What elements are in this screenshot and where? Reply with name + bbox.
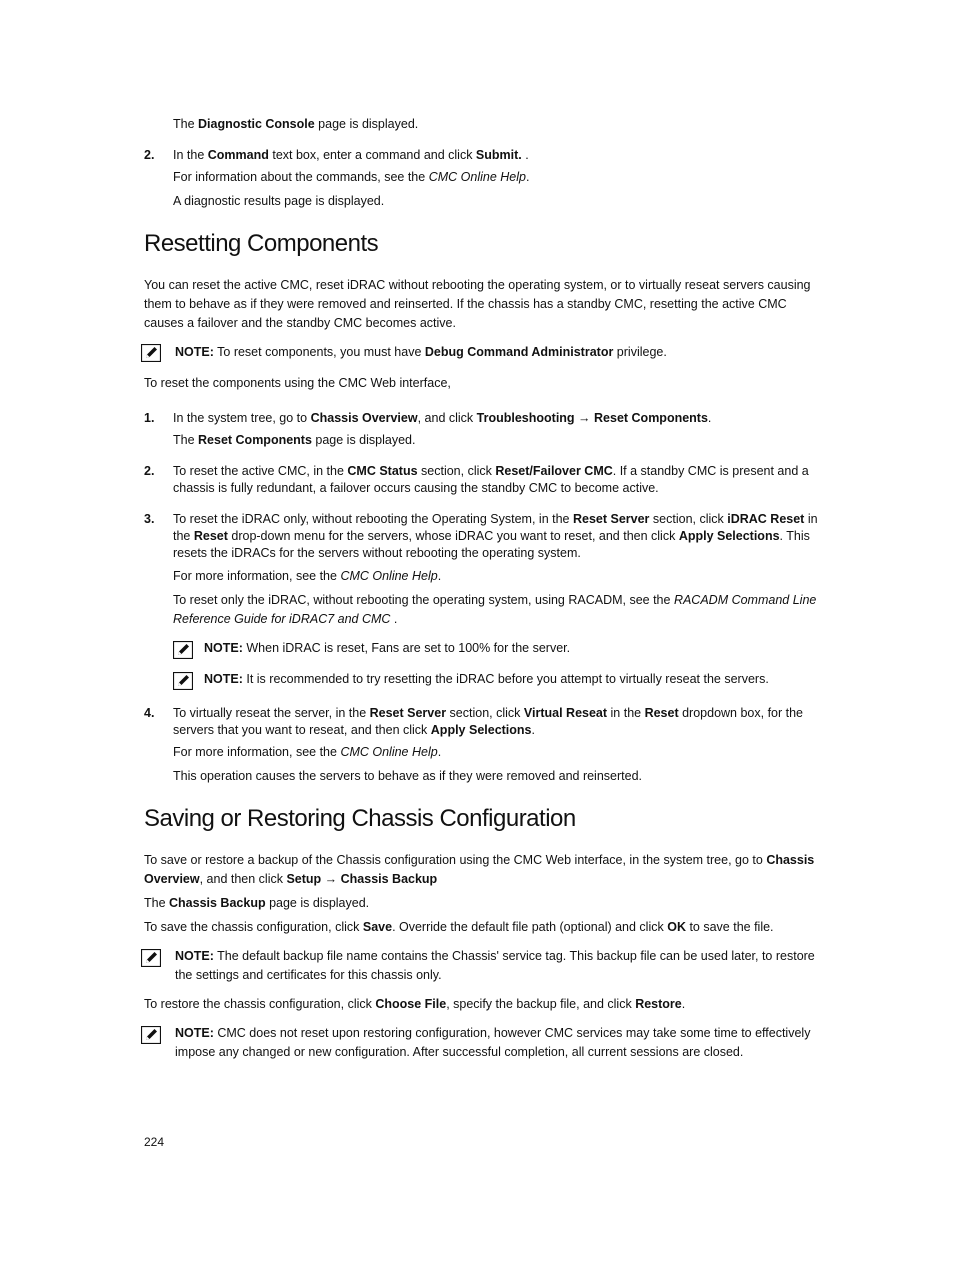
step-text: resets the iDRACs for the servers without rebooting the operating system. bbox=[173, 546, 581, 560]
step-result: A diagnostic results page is displayed. bbox=[173, 194, 385, 208]
step-text: In the system tree, go to Chassis Overview, and click Troubleshooting → Reset Components. bbox=[173, 411, 712, 425]
pencil-note-icon bbox=[141, 344, 161, 362]
step-info: For more information, see the CMC Online Help. bbox=[173, 569, 442, 583]
step-info: To reset only the iDRAC, without rebooting the operating system, using RACADM, see the RACADM Command Line bbox=[173, 593, 817, 607]
step-info: Reference Guide for iDRAC7 and CMC . bbox=[173, 612, 398, 626]
section-heading: Resetting Components bbox=[144, 230, 379, 257]
step-text: servers that you want to reseat, and then click Apply Selections. bbox=[173, 723, 535, 737]
lead-text: To reset the components using the CMC Web interface, bbox=[144, 376, 451, 390]
pencil-note-icon bbox=[173, 641, 193, 659]
step-result: The Reset Components page is displayed. bbox=[173, 433, 416, 447]
step-number: 2. bbox=[144, 464, 155, 478]
section-heading: Saving or Restoring Chassis Configuration bbox=[144, 805, 576, 832]
paragraph-line: them to behave as if they were removed and reinserted. If the chassis has a standby CMC, resetting the active CMC bbox=[144, 297, 787, 311]
pencil-note-icon bbox=[173, 672, 193, 690]
note-text: NOTE: To reset components, you must have Debug Command Administrator privilege. bbox=[175, 345, 667, 359]
step-number: 3. bbox=[144, 512, 155, 526]
step-text: In the Command text box, enter a command and click Submit. . bbox=[173, 148, 529, 162]
page-number: 224 bbox=[144, 1135, 165, 1149]
paragraph-line: Overview, and then click Setup → Chassis Backup bbox=[144, 872, 438, 886]
step-text: chassis is fully redundant, a failover occurs causing the standby CMC to become active. bbox=[173, 481, 659, 495]
step-text: To reset the active CMC, in the CMC Status section, click Reset/Failover CMC. If a standby CMC is present and a bbox=[173, 464, 809, 478]
note-text: impose any changed or new configuration. After successful completion, all current sessions are closed. bbox=[175, 1045, 744, 1059]
step-info: For information about the commands, see the CMC Online Help. bbox=[173, 170, 530, 184]
pencil-note-icon bbox=[141, 949, 161, 967]
note-text: NOTE: The default backup file name contains the Chassis' service tag. This backup file can be used later, to restore bbox=[175, 949, 815, 963]
note-text: NOTE: CMC does not reset upon restoring configuration, however CMC services may take some time to effectively bbox=[175, 1026, 811, 1040]
note-text: NOTE: It is recommended to try resetting the iDRAC before you attempt to virtually reseat the servers. bbox=[204, 672, 769, 686]
note-text: the settings and certificates for this chassis only. bbox=[175, 968, 442, 982]
step-text: the Reset drop-down menu for the servers, whose iDRAC you want to reset, and then click Apply Selections. This bbox=[173, 529, 810, 543]
step-text: To reset the iDRAC only, without rebooting the Operating System, in the Reset Server section, click iDRAC Reset in bbox=[173, 512, 818, 526]
step-text: To virtually reseat the server, in the Reset Server section, click Virtual Reseat in the Reset dropdown box, for the bbox=[173, 706, 804, 720]
step-number: 2. bbox=[144, 148, 155, 162]
paragraph-line: To restore the chassis configuration, click Choose File, specify the backup file, and click Restore. bbox=[144, 997, 686, 1011]
note-text: NOTE: When iDRAC is reset, Fans are set to 100% for the server. bbox=[204, 641, 571, 655]
paragraph-line: The Chassis Backup page is displayed. bbox=[144, 896, 370, 910]
paragraph-line: You can reset the active CMC, reset iDRAC without rebooting the operating system, or to virtually reseat servers causing bbox=[144, 278, 811, 292]
paragraph-line: To save the chassis configuration, click Save. Override the default file path (optional) and click OK to save the file. bbox=[144, 920, 774, 934]
step-result: This operation causes the servers to behave as if they were removed and reinserted. bbox=[173, 769, 643, 783]
step-number: 1. bbox=[144, 411, 155, 425]
step-info: For more information, see the CMC Online Help. bbox=[173, 745, 442, 759]
intro-line: The Diagnostic Console page is displayed. bbox=[173, 117, 419, 131]
paragraph-line: To save or restore a backup of the Chassis configuration using the CMC Web interface, in the system tree, go to Chassis bbox=[144, 853, 815, 867]
paragraph-line: causes a failover and the standby CMC becomes active. bbox=[144, 316, 456, 330]
pencil-note-icon bbox=[141, 1026, 161, 1044]
step-number: 4. bbox=[144, 706, 155, 720]
